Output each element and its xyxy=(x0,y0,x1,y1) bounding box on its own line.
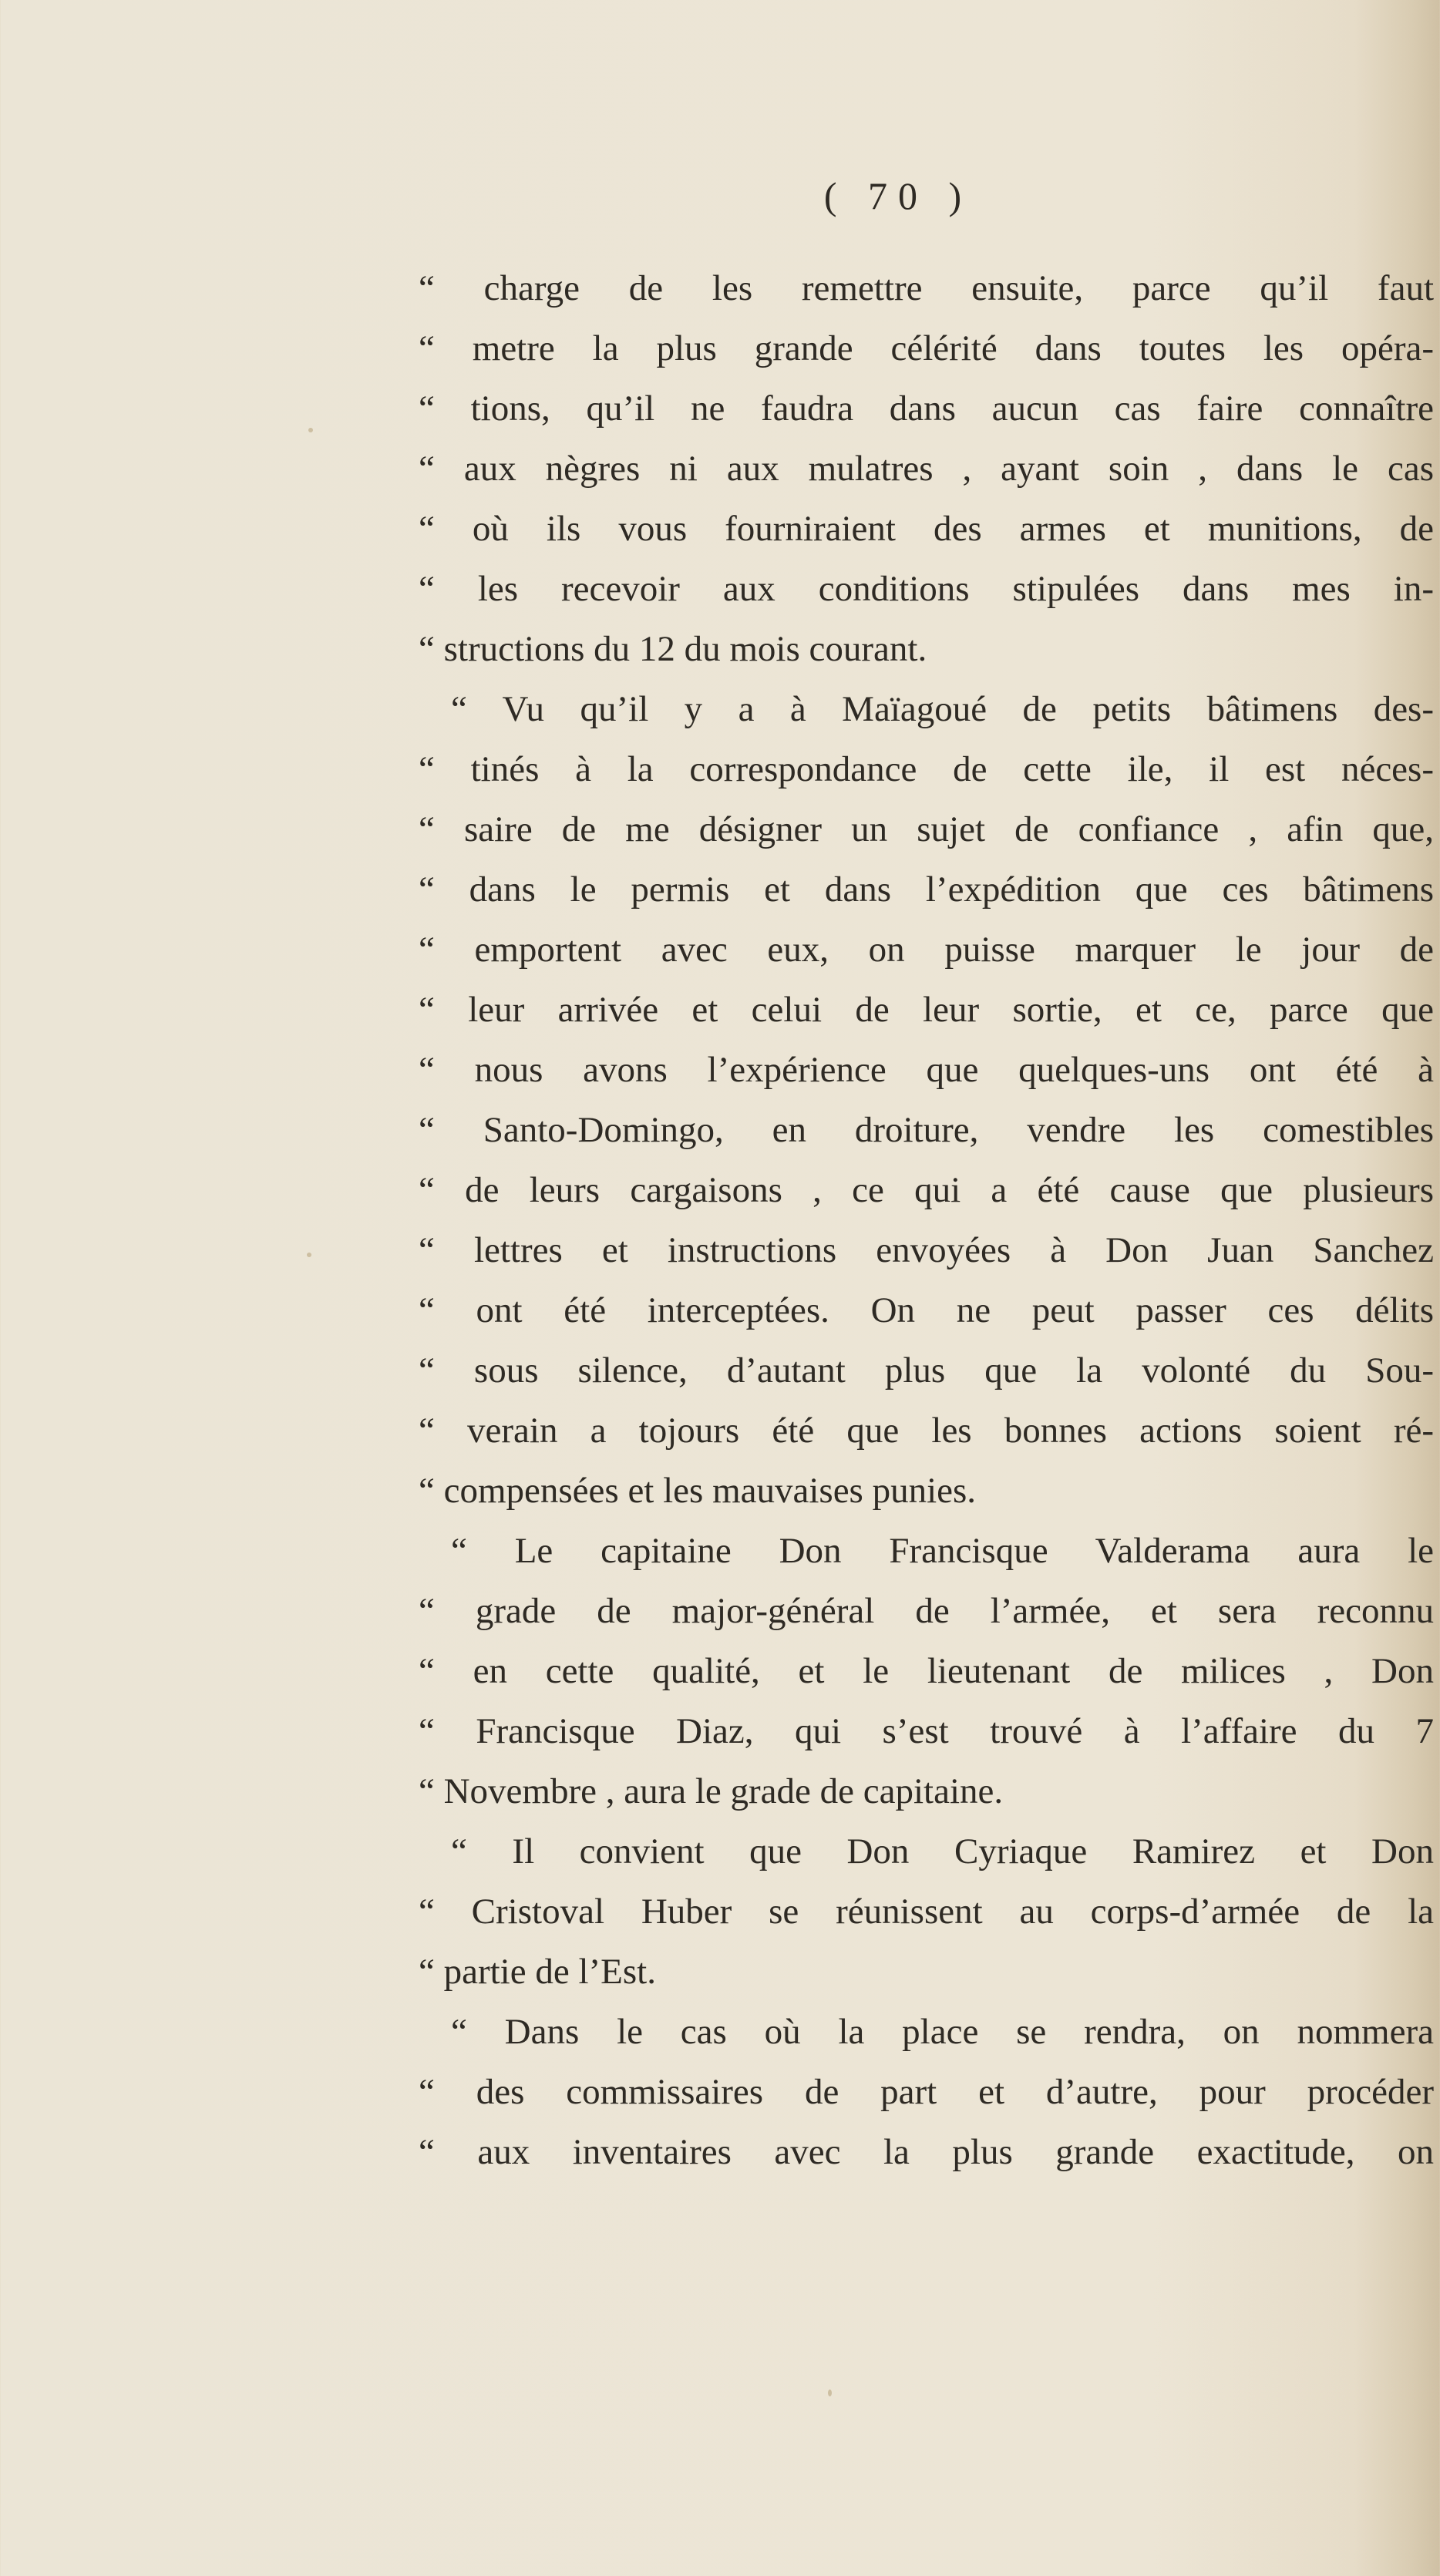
text-line: “ grade de major-général de l’armée, et sera reconnu xyxy=(419,1591,1434,1631)
page-number: ( 70 ) xyxy=(823,174,973,217)
text-line: “ partie de l’Est. xyxy=(419,1952,656,1992)
text-line: “ tions, qu’il ne faudra dans aucun cas faire connaître xyxy=(419,388,1434,429)
paragraph-start-line: “ Le capitaine Don Francisque Valderama aura le xyxy=(451,1531,1434,1571)
paper-fleck xyxy=(828,2389,832,2396)
text-line: “ tinés à la correspondance de cette ile, il est néces- xyxy=(419,749,1434,789)
paragraph-start-line: “ Il convient que Don Cyriaque Ramirez et Don xyxy=(451,1831,1434,1871)
text-line: “ saire de me désigner un sujet de confiance , afin que, xyxy=(419,809,1434,849)
text-line: “ compensées et les mauvaises punies. xyxy=(419,1471,977,1511)
text-line: “ sous silence, d’autant plus que la volonté du Sou- xyxy=(419,1350,1434,1391)
text-line: “ lettres et instructions envoyées à Don Juan Sanchez xyxy=(419,1230,1434,1270)
text-line: “ en cette qualité, et le lieutenant de milices , Don xyxy=(419,1651,1434,1691)
text-line: “ les recevoir aux conditions stipulées dans mes in- xyxy=(419,569,1434,609)
text-line: “ aux inventaires avec la plus grande exactitude, on xyxy=(419,2132,1434,2172)
text-line: “ verain a tojours été que les bonnes actions soient ré- xyxy=(419,1411,1434,1451)
paper-fleck xyxy=(308,428,313,432)
text-line: “ des commissaires de part et d’autre, pour procéder xyxy=(419,2072,1434,2112)
text-line: “ Francisque Diaz, qui s’est trouvé à l’affaire du 7 xyxy=(419,1711,1434,1751)
text-line: “ Cristoval Huber se réunissent au corps-d’armée de la xyxy=(419,1892,1434,1932)
text-line: “ Novembre , aura le grade de capitaine. xyxy=(419,1771,1004,1811)
text-line: “ charge de les remettre ensuite, parce qu’il faut xyxy=(419,268,1434,308)
text-line: “ dans le permis et dans l’expédition que ces bâtimens xyxy=(419,869,1434,910)
text-line: “ de leurs cargaisons , ce qui a été cause que plusieurs xyxy=(419,1170,1434,1210)
text-line: “ emportent avec eux, on puisse marquer le jour de xyxy=(419,930,1434,970)
paragraph-start-line: “ Dans le cas où la place se rendra, on nommera xyxy=(451,2012,1434,2052)
text-line: “ metre la plus grande célérité dans toutes les opéra- xyxy=(419,328,1434,368)
text-line: “ où ils vous fourniraient des armes et munitions, de xyxy=(419,509,1434,549)
paragraph-start-line: “ Vu qu’il y a à Maïagoué de petits bâtimens des- xyxy=(451,689,1434,729)
text-line: “ leur arrivée et celui de leur sortie, et ce, parce que xyxy=(419,990,1434,1030)
text-line: “ ont été interceptées. On ne peut passer ces délits xyxy=(419,1290,1434,1330)
body-text xyxy=(419,258,1434,2182)
text-line: “ nous avons l’expérience que quelques-uns ont été à xyxy=(419,1050,1434,1090)
text-line: “ aux nègres ni aux mulatres , ayant soin , dans le cas xyxy=(419,449,1434,489)
text-line: “ structions du 12 du mois courant. xyxy=(419,629,927,669)
text-line: “ Santo-Domingo, en droiture, vendre les comestibles xyxy=(419,1110,1434,1150)
paper-fleck xyxy=(307,1253,311,1257)
